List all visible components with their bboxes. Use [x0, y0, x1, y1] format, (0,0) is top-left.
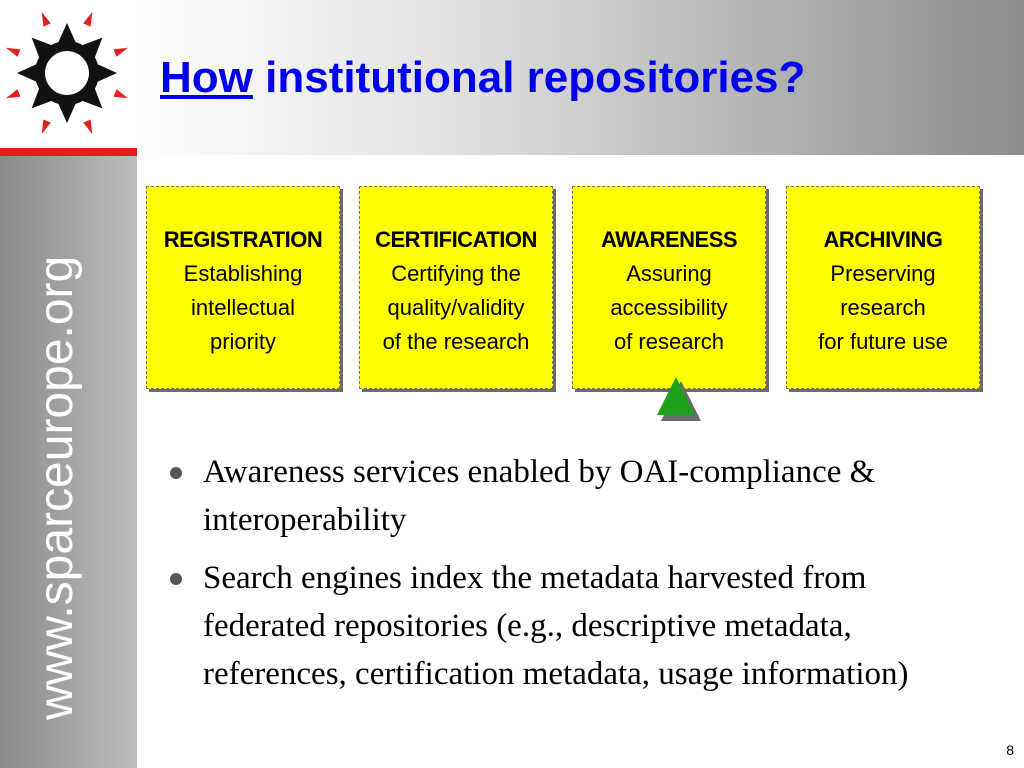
bullet-text: Awareness services enabled by OAI-compliance & interoperability	[203, 454, 876, 538]
bullet-list	[165, 448, 995, 708]
bullet-dot-icon	[170, 467, 182, 479]
bullet-item	[165, 448, 995, 544]
title-link[interactable]: How	[160, 53, 253, 102]
red-divider	[0, 148, 137, 156]
sidebar-url: www.sparceurope.org	[30, 255, 83, 720]
bullet-text: Search engines index the metadata harvested from federated repositories (e.g., descriptive metadata, references, certification metadata, usage information)	[203, 560, 909, 692]
bullet-item	[165, 554, 995, 698]
box-description: Assuring accessibility of research	[610, 261, 728, 354]
box-heading: CERTIFICATION	[375, 227, 537, 252]
box-description: Certifying the quality/validity of the research	[382, 261, 530, 354]
title-text: institutional repositories?	[252, 53, 806, 102]
bullet-dot-icon	[170, 573, 182, 585]
box-certification	[359, 186, 553, 389]
box-registration	[146, 186, 340, 389]
box-archiving	[786, 186, 980, 389]
triangle-marker-icon	[654, 375, 702, 425]
box-awareness	[572, 186, 766, 389]
box-heading: REGISTRATION	[163, 227, 323, 252]
page-title	[160, 53, 805, 103]
box-description: Establishing intellectual priority	[183, 261, 303, 354]
logo	[0, 0, 137, 148]
page-number: 8	[1006, 742, 1014, 758]
sparc-star-logo-icon	[0, 0, 137, 148]
box-heading: ARCHIVING	[823, 227, 943, 252]
box-description: Preserving research for future use	[818, 261, 948, 354]
box-heading: AWARENESS	[600, 227, 738, 252]
